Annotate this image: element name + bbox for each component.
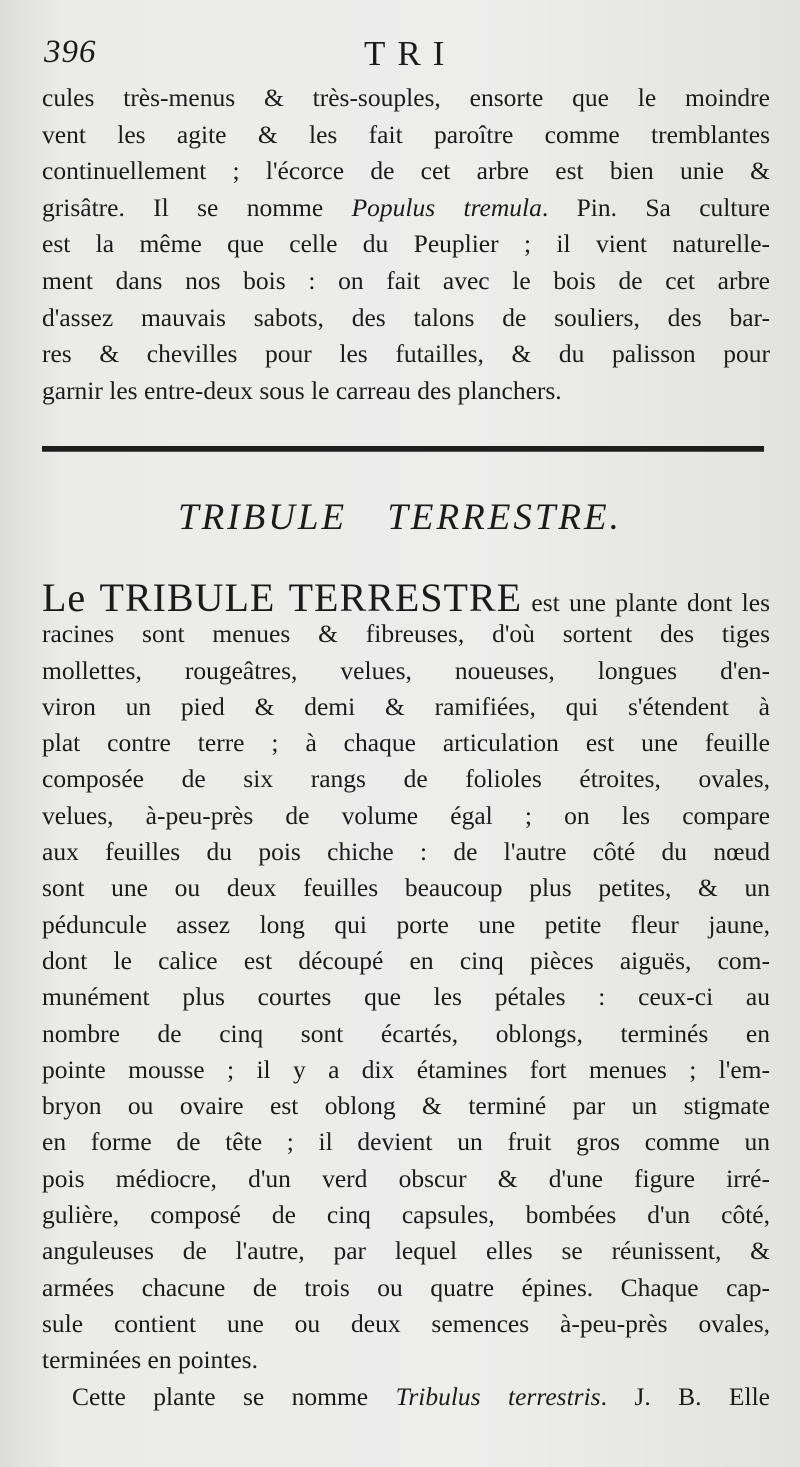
text-line: velues, à-peu-près de volume égal ; on les compare: [42, 800, 770, 830]
text-segment: grisâtre. Il se nomme: [42, 192, 324, 222]
text-segment: Cette plante se nomme: [72, 1381, 396, 1411]
page-number: 396: [44, 34, 97, 70]
text-line: continuellement ; l'écorce de cet arbre est bien unie &: [42, 156, 770, 186]
text-line: [42, 190, 770, 227]
text-line: composée de six rangs de folioles étroites, ovales,: [42, 764, 770, 794]
text-line: bryon ou ovaire est oblong & terminé par un stigmate: [42, 1091, 770, 1121]
section-divider: [42, 446, 764, 452]
text-line: [42, 1379, 770, 1415]
text-line: sont une ou deux feuilles beaucoup plus petites, & un: [42, 873, 770, 903]
text-line: terminées en pointes.: [42, 1345, 258, 1375]
text-line: [42, 575, 770, 620]
text-line: dont le calice est découpé en cinq pièces aiguës, com-: [42, 945, 770, 975]
text-segment: . J. B. Elle: [600, 1381, 770, 1411]
text-line: garnir les entre-deux sous le carreau des planchers.: [42, 375, 562, 405]
top-paragraph: [42, 80, 770, 409]
text-line: d'assez mauvais sabots, des talons de souliers, des bar-: [42, 302, 770, 332]
text-line: en forme de tête ; il devient un fruit gros comme un: [42, 1127, 770, 1157]
text-line: est la même que celle du Peuplier ; il vient naturelle-: [42, 229, 770, 259]
running-head: TRI: [364, 34, 457, 73]
text-line: aux feuilles du pois chiche : de l'autre côté du nœud: [42, 837, 770, 867]
text-line: cules très-menus & très-souples, ensorte que le moindre: [42, 83, 770, 112]
section-title: TRIBULE TERRESTRE.: [178, 497, 622, 538]
latin-name: Tribulus terrestris: [395, 1381, 601, 1411]
page-header: [44, 34, 764, 82]
text-line: gulière, composé de cinq capsules, bombées d'un côté,: [42, 1200, 770, 1230]
text-line: pointe mousse ; il y a dix étamines fort menues ; l'em-: [42, 1054, 770, 1084]
text-segment: est une plante dont les: [522, 588, 770, 617]
text-line: sule contient une ou deux semences à-peu-près ovales,: [42, 1308, 770, 1338]
latin-name: Populus tremula: [351, 192, 542, 222]
main-paragraph: [42, 575, 770, 1415]
text-line: pois médiocre, d'un verd obscur & d'une figure irré-: [42, 1163, 770, 1193]
text-line: viron un pied & demi & ramifiées, qui s'étendent à: [42, 691, 770, 721]
entry-lead: Le TRIBULE TERRESTRE: [42, 575, 523, 620]
text-segment: . Pin. Sa culture: [541, 192, 771, 222]
text-line: mollettes, rougeâtres, velues, noueuses, longues d'en-: [42, 655, 770, 685]
text-line: res & chevilles pour les futailles, & du palisson pour: [42, 339, 770, 369]
text-line: nombre de cinq sont écartés, oblongs, terminés en: [42, 1018, 770, 1048]
text-line: armées chacune de trois ou quatre épines. Chaque cap-: [42, 1272, 770, 1302]
text-line: vent les agite & les fait paroître comme tremblantes: [42, 119, 770, 149]
text-line: munément plus courtes que les pétales : ceux-ci au: [42, 982, 770, 1012]
text-line: péduncule assez long qui porte une petite fleur jaune,: [42, 909, 770, 939]
text-line: racines sont menues & fibreuses, d'où sortent des tiges: [42, 619, 770, 649]
text-line: ment dans nos bois : on fait avec le bois de cet arbre: [42, 265, 770, 295]
text-line: anguleuses de l'autre, par lequel elles se réunissent, &: [42, 1236, 770, 1266]
text-line: plat contre terre ; à chaque articulation est une feuille: [42, 728, 770, 758]
